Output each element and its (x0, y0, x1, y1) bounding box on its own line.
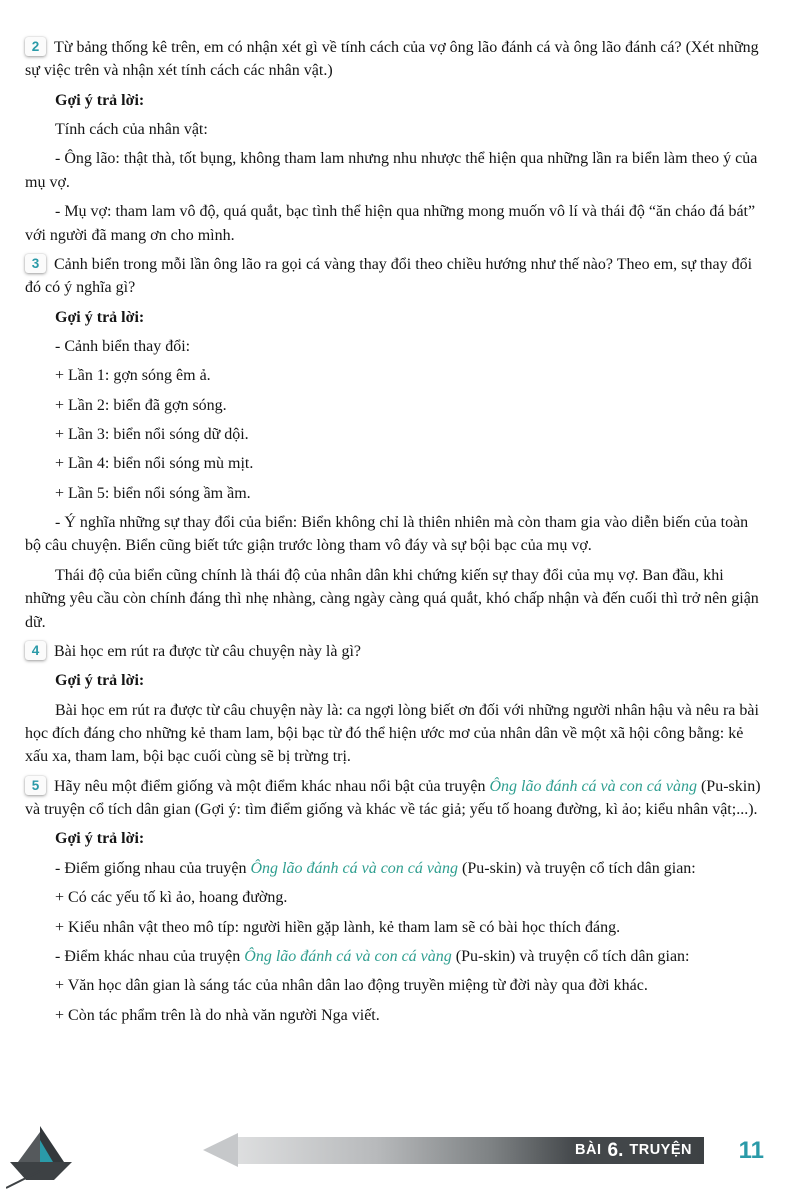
q3-item-4: + Lần 4: biển nổi sóng mù mịt. (55, 455, 254, 473)
q5-same-item-1: + Có các yếu tố kì ảo, hoang đường. (55, 889, 288, 907)
q5-diff-item-1: + Văn học dân gian là sáng tác của nhân dân lao động truyền miệng từ đời này qua đời khác. (55, 977, 648, 995)
question-5-number-badge: 5 (25, 776, 46, 795)
q3-meaning: - Ý nghĩa những sự thay đổi của biển: Biển không chỉ là thiên nhiên mà còn tham gia vào diễn biến của toàn bộ câu chuyện. Biển cũng biết tức giận trước lòng tham vô đáy và sự bội bạc của mụ vợ. (25, 514, 749, 555)
q3-list-intro: - Cảnh biển thay đổi: (55, 337, 191, 355)
question-4-number-badge: 4 (25, 641, 46, 660)
q5-same-before: - Điểm giống nhau của truyện (55, 859, 251, 877)
q5-same-line (25, 857, 766, 880)
q3-item-5: + Lần 5: biển nổi sóng ầm ầm. (55, 484, 251, 502)
q5-same-after: (Pu-skin) và truyện cổ tích dân gian: (458, 859, 696, 877)
story-title-italic: Ông lão đánh cá và con cá vàng (250, 859, 459, 877)
q4-answer: Bài học em rút ra được từ câu chuyện này là: ca ngợi lòng biết ơn đối với những người nhân hậu và nêu ra bài học đích đáng cho những kẻ tham lam, bội bạc từ đó thể hiện ước mơ của nhân dân về một xã hội công bằng: kẻ xấu xa, tham lam, bội bạc cuối cùng sẽ bị trừng trị. (25, 701, 759, 766)
q3-item-3: + Lần 3: biển nổi sóng dữ dội. (55, 426, 249, 444)
question-2-number-badge: 2 (25, 37, 46, 56)
chapter-banner-bai: BÀI (575, 1141, 602, 1158)
chevron-left-icon (203, 1133, 238, 1167)
question-3-text: Cảnh biển trong mỗi lần ông lão ra gọi cá vàng thay đổi theo chiều hướng như thế nào? Theo em, sự thay đổi đó có ý nghĩa gì? (25, 255, 753, 297)
q5-diff-line (25, 945, 766, 968)
question-4 (25, 640, 766, 663)
question-2-text: Từ bảng thống kê trên, em có nhận xét gì về tính cách của vợ ông lão đánh cá và ông lão đánh cá? (Xét những sự việc trên và nhận xét tính cách các nhân vật.) (25, 39, 759, 80)
q2-bullet-mu-vo: - Mụ vợ: tham lam vô độ, quá quắt, bạc tình thể hiện qua những mong muốn vô lí và thái độ “ăn cháo đá bát” với người đã mang ơn cho mình. (25, 203, 756, 244)
hint-label-q2: Gợi ý trả lời: (55, 91, 145, 109)
question-5-text-before: Hãy nêu một điểm giống và một điểm khác nhau nổi bật của truyện (54, 777, 490, 795)
q3-item-1: + Lần 1: gợn sóng êm ả. (55, 367, 211, 385)
story-title-italic: Ông lão đánh cá và con cá vàng (244, 947, 452, 965)
q5-diff-after: (Pu-skin) và truyện cổ tích dân gian: (451, 947, 690, 965)
question-3 (25, 253, 766, 300)
q3-attitude: Thái độ của biển cũng chính là thái độ của nhân dân khi chứng kiến sự thay đổi của mụ vợ. Ban đầu, khi những yêu cầu còn chính đáng thì nhẹ nhàng, càng ngày càng quá quắt, khó chấp nhận và đến cuối thì trở nên giận dữ. (25, 566, 759, 631)
q5-diff-before: - Điểm khác nhau của truyện (55, 947, 245, 965)
hint-label-q3: Gợi ý trả lời: (55, 308, 145, 326)
paper-boat-logo (6, 1124, 78, 1190)
question-2 (25, 36, 766, 83)
chapter-banner (238, 1137, 704, 1164)
chapter-banner-section: TRUYỆN (629, 1141, 692, 1158)
q2-bullet-ong-lao: - Ông lão: thật thà, tốt bụng, không tham lam nhưng nhu nhược thể hiện qua những lần ra biển làm theo ý của mụ vợ. (25, 150, 758, 191)
hint-label-q5: Gợi ý trả lời: (55, 830, 145, 848)
story-title-italic: Ông lão đánh cá và con cá vàng (489, 777, 697, 795)
q3-item-2: + Lần 2: biển đã gợn sóng. (55, 396, 227, 414)
hint-label-q4: Gợi ý trả lời: (55, 672, 145, 690)
page-number: 11 (738, 1137, 764, 1164)
question-5 (25, 775, 766, 822)
q2-answer-intro: Tính cách của nhân vật: (55, 121, 208, 139)
chapter-banner-number: 6. (607, 1139, 624, 1161)
question-4-text: Bài học em rút ra được từ câu chuyện này là gì? (54, 642, 362, 660)
question-3-number-badge: 3 (25, 254, 46, 273)
q5-diff-item-2: + Còn tác phẩm trên là do nhà văn người Nga viết. (55, 1006, 380, 1024)
q5-same-item-2: + Kiểu nhân vật theo mô típ: người hiền gặp lành, kẻ tham lam sẽ có bài học thích đáng. (55, 918, 621, 936)
question-5-text-after: (Pu-skin) và truyện cổ tích dân gian (Gợi ý: tìm điểm giống và khác về tác giả; yếu tố hoang đường, kì ảo; kiểu nhân vật;...). (25, 777, 761, 819)
page-footer (0, 1130, 792, 1174)
